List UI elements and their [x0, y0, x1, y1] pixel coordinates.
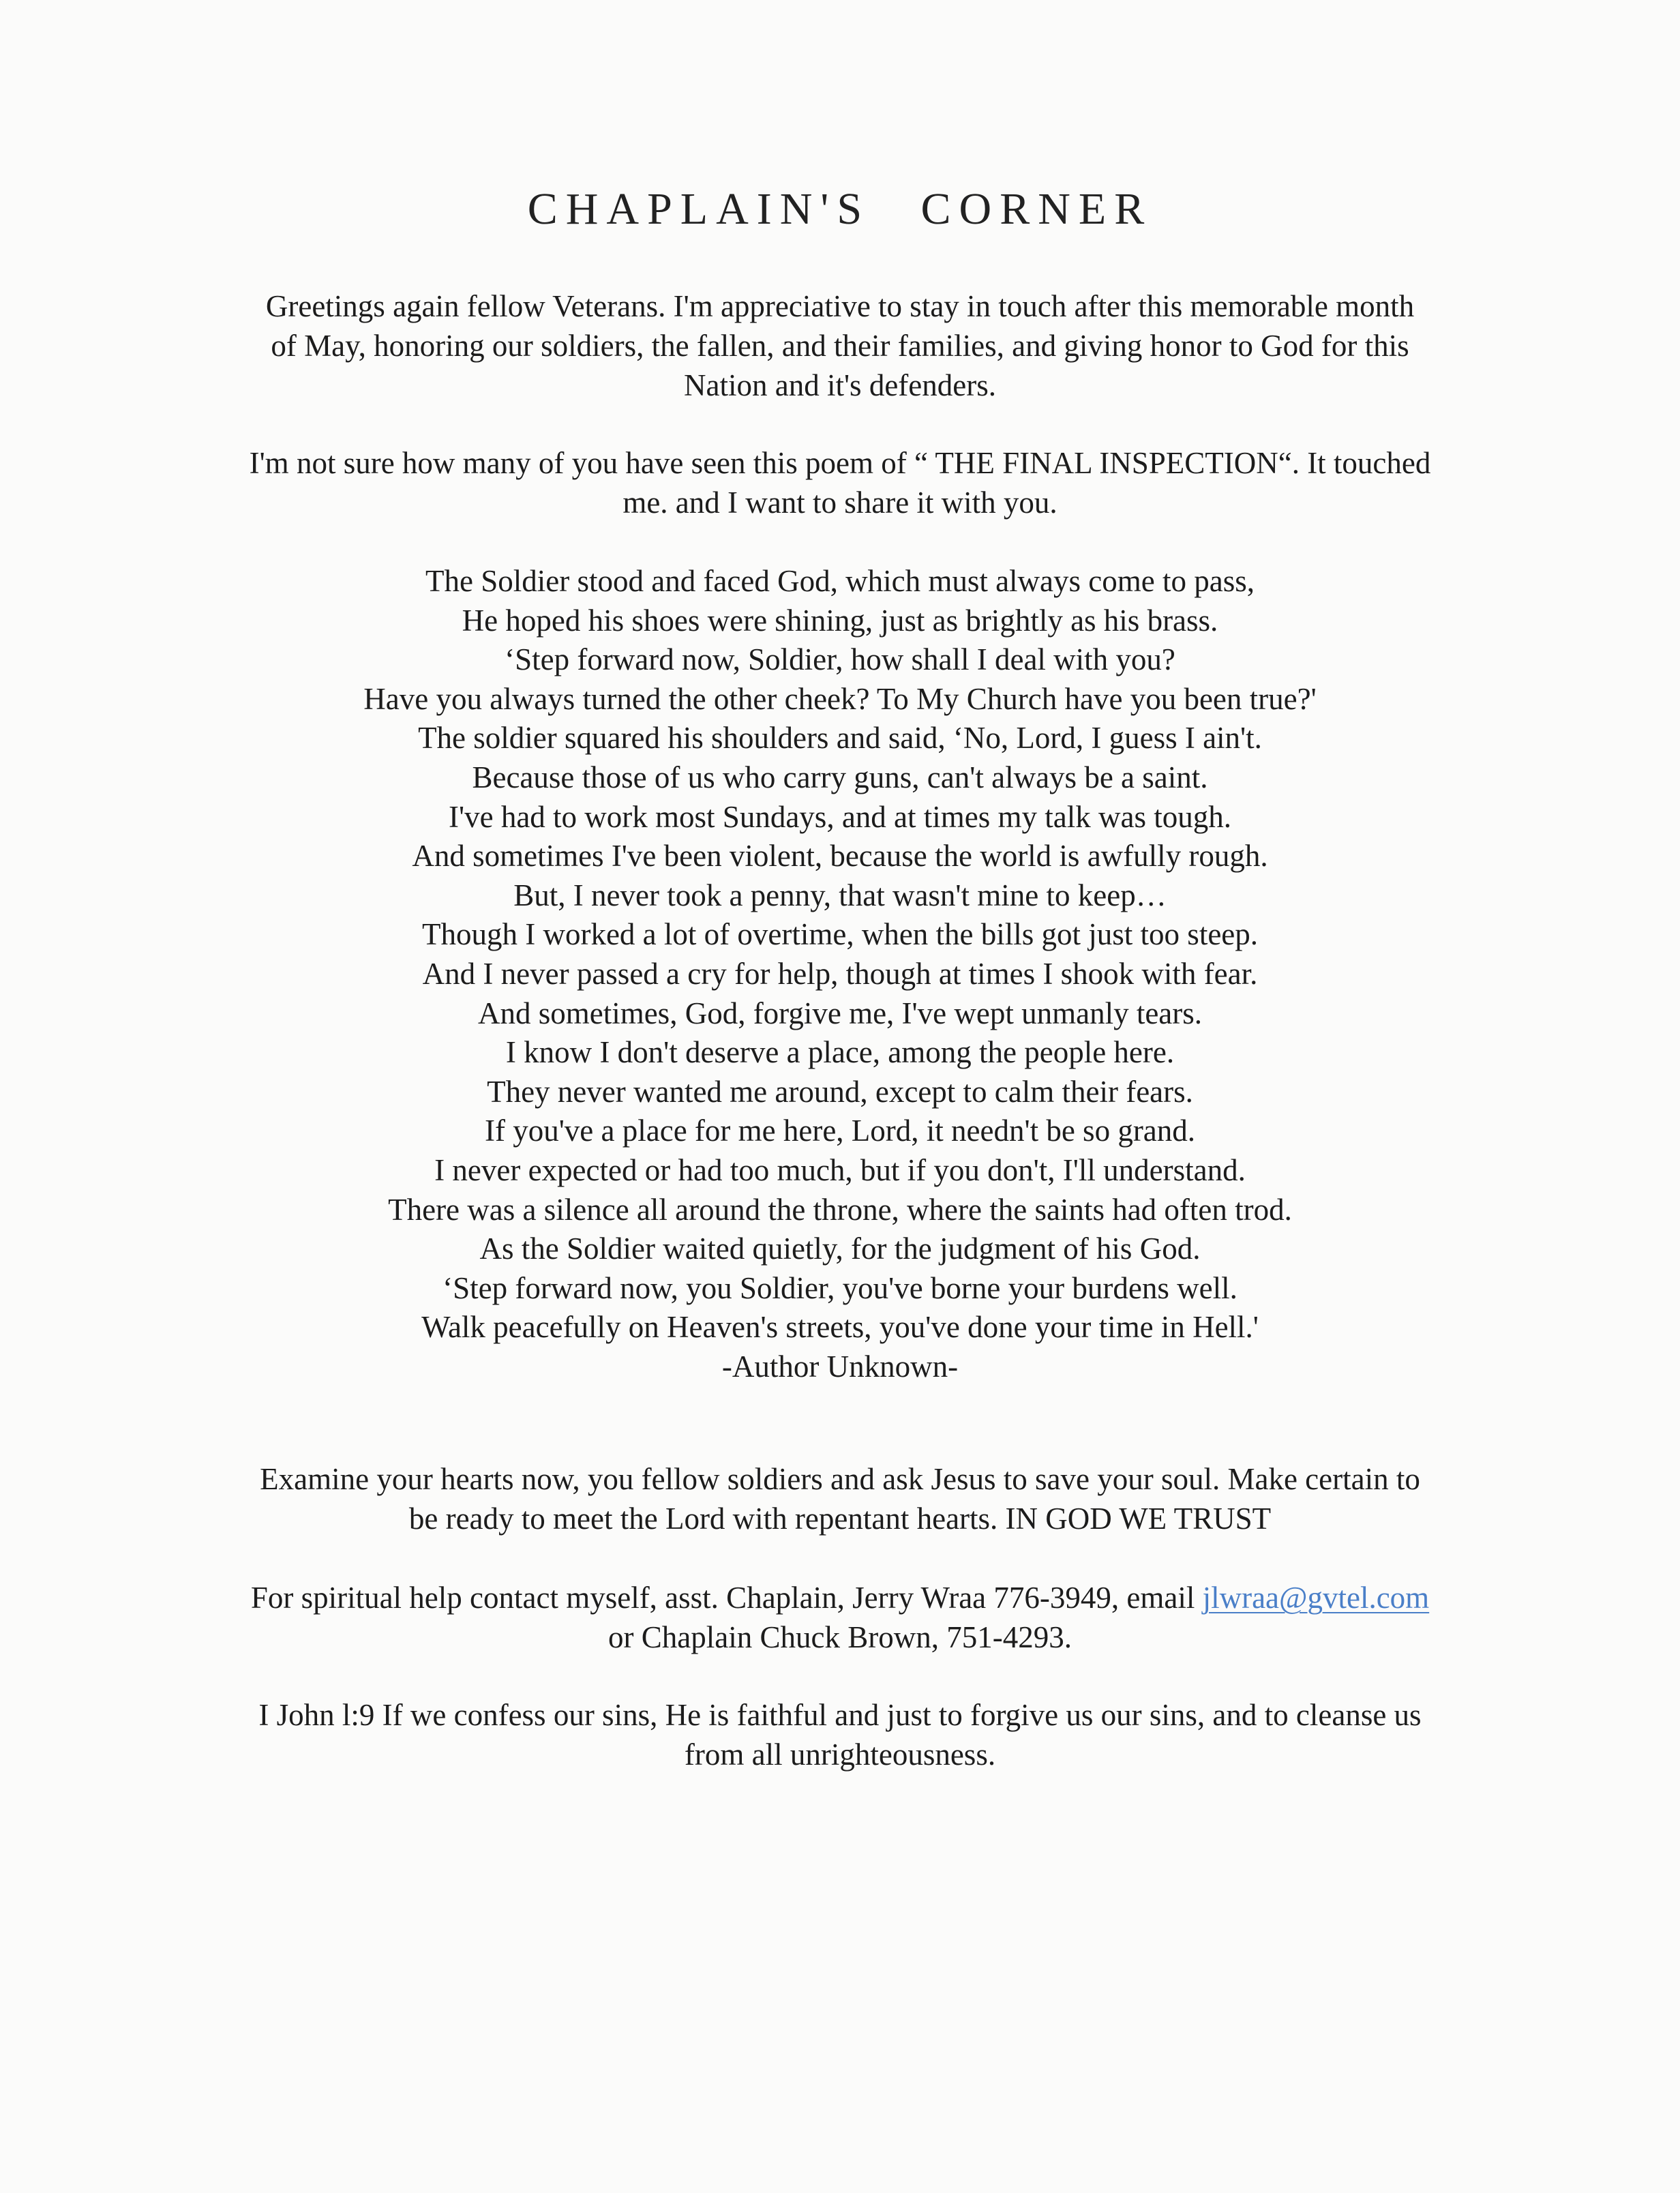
- poem-line: He hoped his shoes were shining, just as brightly as his brass.: [462, 603, 1218, 638]
- poem-line: There was a silence all around the throne, where the saints had often trod.: [388, 1192, 1292, 1227]
- exhortation-paragraph: [150, 1459, 1530, 1538]
- contact-text: For spiritual help contact myself, asst. Chaplain, Jerry Wraa 776-3949, email: [250, 1581, 1203, 1615]
- poem-line: And sometimes I've been violent, because the world is awfully rough.: [412, 839, 1268, 874]
- poem-line: I've had to work most Sundays, and at times my talk was tough.: [449, 799, 1231, 834]
- poem-line: And I never passed a cry for help, though at times I shook with fear.: [422, 956, 1258, 991]
- intro-line: I'm not sure how many of you have seen this poem of “ THE FINAL INSPECTION“. It touched: [249, 446, 1431, 480]
- poem-line: Walk peacefully on Heaven's streets, you've done your time in Hell.': [421, 1310, 1259, 1345]
- contact-paragraph: [150, 1578, 1530, 1657]
- greeting-line: Greetings again fellow Veterans. I'm appreciative to stay in touch after this memorable month: [265, 289, 1415, 323]
- poem-line: And sometimes, God, forgive me, I've wept unmanly tears.: [477, 996, 1203, 1030]
- poem-line: If you've a place for me here, Lord, it needn't be so grand.: [484, 1114, 1196, 1148]
- greeting-line: of May, honoring our soldiers, the fallen, and their families, and giving honor to God for this: [271, 329, 1409, 363]
- poem-line: Though I worked a lot of overtime, when the bills got just too steep.: [421, 917, 1259, 952]
- scripture-line: from all unrighteousness.: [684, 1737, 996, 1772]
- scripture-paragraph: [150, 1695, 1530, 1774]
- poem-line: I never expected or had too much, but if you don't, I'll understand.: [434, 1152, 1246, 1187]
- poem-line: Have you always turned the other cheek? To My Church have you been true?': [363, 681, 1317, 716]
- poem-line: Because those of us who carry guns, can't always be a saint.: [472, 760, 1208, 794]
- poem: [150, 562, 1530, 1386]
- poem-line: But, I never took a penny, that wasn't mine to keep…: [513, 878, 1167, 912]
- poem-line: As the Soldier waited quietly, for the judgment of his God.: [479, 1232, 1201, 1266]
- poem-line: They never wanted me around, except to calm their fears.: [487, 1074, 1193, 1109]
- exhortation-line: Examine your hearts now, you fellow soldiers and ask Jesus to save your soul. Make certain to: [260, 1462, 1420, 1496]
- intro-line: me. and I want to share it with you.: [622, 486, 1058, 520]
- poem-author: -Author Unknown-: [721, 1349, 959, 1384]
- poem-line: I know I don't deserve a place, among the people here.: [505, 1035, 1175, 1070]
- poem-line: ‘Step forward now, you Soldier, you've borne your burdens well.: [442, 1270, 1238, 1305]
- poem-line: ‘Step forward now, Soldier, how shall I deal with you?: [505, 642, 1175, 677]
- poem-line: The Soldier stood and faced God, which must always come to pass,: [425, 564, 1255, 598]
- scripture-line: I John l:9 If we confess our sins, He is faithful and just to forgive us our sins, and to cleanse us: [258, 1698, 1422, 1732]
- greeting-line: Nation and it's defenders.: [684, 368, 996, 402]
- greeting-paragraph: [150, 286, 1530, 405]
- page-title: CHAPLAIN'S CORNER: [527, 184, 1153, 234]
- email-link[interactable]: jlwraa@gvtel.com: [1202, 1581, 1430, 1615]
- contact-line: [150, 1578, 1530, 1617]
- contact-line: or Chaplain Chuck Brown, 751-4293.: [608, 1620, 1072, 1654]
- poem-line: The soldier squared his shoulders and said, ‘No, Lord, I guess I ain't.: [418, 721, 1262, 756]
- exhortation-line: be ready to meet the Lord with repentant hearts. IN GOD WE TRUST: [408, 1502, 1272, 1536]
- intro-paragraph: [150, 443, 1530, 522]
